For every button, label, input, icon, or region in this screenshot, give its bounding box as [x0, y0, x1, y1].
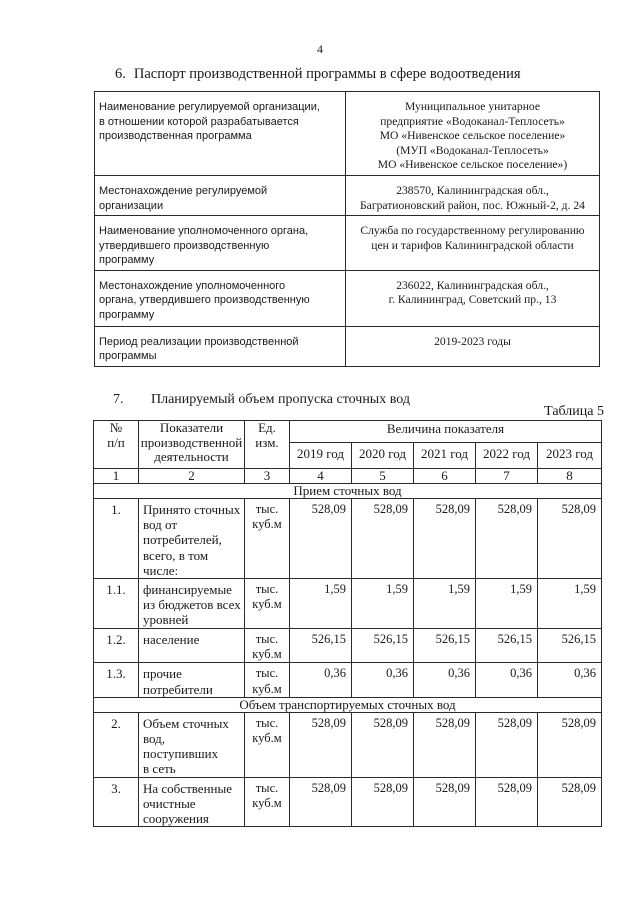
- row-value: 528,09: [538, 499, 602, 579]
- header-unit: [245, 421, 290, 469]
- row-value: 526,15: [414, 629, 476, 663]
- row-indicator: [139, 777, 245, 827]
- passport-value-line: Служба по государственному регулированию: [360, 224, 585, 237]
- passport-row: [95, 216, 600, 271]
- row-unit-line: тыс.: [255, 780, 279, 795]
- row-number: 1.2.: [94, 629, 139, 663]
- passport-value: [346, 176, 600, 216]
- row-value: 526,15: [476, 629, 538, 663]
- row-value: 528,09: [352, 712, 414, 777]
- row-indicator-line: прочие: [143, 666, 182, 682]
- header-year: 2021 год: [414, 443, 476, 469]
- section-7-heading: [113, 392, 410, 408]
- row-indicator: [139, 579, 245, 629]
- row-value: 526,15: [290, 629, 352, 663]
- row-unit: [245, 663, 290, 697]
- passport-value-line: цен и тарифов Калининградской области: [371, 238, 574, 252]
- passport-value-line: МО «Нивенское сельское поселение»): [377, 158, 568, 171]
- row-indicator-line: уровней: [143, 612, 189, 628]
- column-index: 7: [476, 469, 538, 484]
- row-unit: [245, 777, 290, 827]
- row-value: 528,09: [538, 712, 602, 777]
- row-number: 1.1.: [94, 579, 139, 629]
- passport-key-line: программы: [99, 350, 157, 362]
- header-indicator-line: Показатели: [159, 420, 224, 435]
- section-7-title: Планируемый объем пропуска сточных вод: [151, 392, 410, 407]
- table-caption: Таблица 5: [544, 404, 604, 419]
- row-number: 1.: [94, 499, 139, 579]
- row-indicator: [139, 629, 245, 663]
- header-value-group: Величина показателя: [290, 421, 602, 443]
- column-index: 3: [245, 469, 290, 484]
- column-index: 1: [94, 469, 139, 484]
- passport-key: [95, 176, 346, 216]
- row-value: 1,59: [352, 579, 414, 629]
- passport-key-line: Местонахождение уполномоченного: [99, 279, 286, 292]
- row-unit-line: куб.м: [252, 517, 282, 532]
- row-unit-line: тыс.: [255, 632, 279, 647]
- row-indicator-line: вод от: [143, 517, 178, 533]
- row-unit-line: куб.м: [252, 795, 282, 810]
- section-title-row: [94, 484, 602, 499]
- row-indicator-line: население: [143, 632, 200, 648]
- header-indicator: [139, 421, 245, 469]
- row-value: 528,09: [290, 499, 352, 579]
- table-row: [94, 712, 602, 777]
- passport-value-line: Муниципальное унитарное: [405, 100, 540, 113]
- header-indicator-line: деятельности: [154, 449, 229, 464]
- passport-key-line: органа, утвердившего производственную: [99, 294, 310, 306]
- row-unit: [245, 579, 290, 629]
- header-unit-line: изм.: [255, 434, 279, 450]
- row-indicator-line: вод, поступивших: [143, 731, 219, 762]
- passport-value: [346, 216, 600, 271]
- passport-key-line: Наименование регулируемой организации,: [99, 101, 320, 113]
- row-indicator-line: Принято сточных: [143, 502, 241, 517]
- passport-value: [346, 92, 600, 176]
- row-value: 528,09: [290, 712, 352, 777]
- passport-value-line: Багратионовский район, пос. Южный-2, д. 24: [360, 198, 585, 212]
- row-indicator: [139, 712, 245, 777]
- page-number: 4: [317, 42, 323, 56]
- table-row: [94, 629, 602, 663]
- row-value: 528,09: [414, 777, 476, 827]
- row-value: 0,36: [476, 663, 538, 697]
- column-index: 6: [414, 469, 476, 484]
- passport-key-line: производственная программа: [99, 130, 252, 142]
- row-value: 528,09: [414, 712, 476, 777]
- row-value: 0,36: [290, 663, 352, 697]
- row-value: 528,09: [476, 777, 538, 827]
- section-title: Прием сточных вод: [94, 484, 602, 499]
- passport-row: [95, 270, 600, 326]
- wastewater-volume-table: [93, 420, 602, 827]
- passport-key: [95, 216, 346, 271]
- column-index: 5: [352, 469, 414, 484]
- passport-key: [95, 92, 346, 176]
- passport-key-line: в отношении которой разрабатывается: [99, 115, 299, 128]
- row-indicator-line: финансируемые: [143, 582, 232, 598]
- passport-key-line: Наименование уполномоченного органа,: [99, 225, 309, 237]
- header-row-1: [94, 421, 602, 443]
- row-unit-line: тыс.: [255, 502, 279, 516]
- row-number: 1.3.: [94, 663, 139, 697]
- passport-value-line: МО «Нивенское сельское поселение»: [379, 129, 566, 142]
- row-unit-line: куб.м: [252, 647, 282, 662]
- header-unit-line: Ед.: [258, 420, 276, 435]
- table-row: [94, 499, 602, 579]
- row-unit-line: куб.м: [252, 597, 282, 612]
- header-year: 2020 год: [352, 443, 414, 469]
- passport-value: [346, 270, 600, 326]
- row-unit: [245, 499, 290, 579]
- table-row: [94, 777, 602, 827]
- column-index-row: [94, 469, 602, 484]
- row-value: 526,15: [352, 629, 414, 663]
- section-6-number: 6.: [115, 66, 126, 82]
- header-year: 2019 год: [290, 443, 352, 469]
- row-indicator-line: из бюджетов всех: [143, 597, 241, 613]
- row-value: 528,09: [414, 499, 476, 579]
- row-indicator-line: потребители: [143, 681, 213, 697]
- row-indicator: [139, 663, 245, 697]
- row-value: 0,36: [414, 663, 476, 697]
- row-unit-line: тыс.: [255, 666, 279, 681]
- column-index: 2: [139, 469, 245, 484]
- passport-key: [95, 270, 346, 326]
- row-value: 528,09: [476, 499, 538, 579]
- column-index: 4: [290, 469, 352, 484]
- row-value: 1,59: [290, 579, 352, 629]
- row-indicator-line: потребителей,: [143, 532, 222, 548]
- header-num-line: п/п: [107, 434, 125, 450]
- section-6-heading: [115, 66, 521, 83]
- section-6-title: Паспорт производственной программы в сфере водоотведения: [133, 66, 521, 82]
- header-indicator-line: производственной: [140, 434, 243, 450]
- column-index: 8: [538, 469, 602, 484]
- row-number: 3.: [94, 777, 139, 827]
- section-title-row: [94, 697, 602, 712]
- row-indicator-line: сооружения: [143, 811, 209, 827]
- row-value: 0,36: [538, 663, 602, 697]
- section-7-number: 7.: [113, 392, 124, 407]
- passport-key-line: организации: [99, 199, 164, 212]
- passport-value-line: (МУП «Водоканал-Теплосеть»: [396, 143, 549, 157]
- header-num: [94, 421, 139, 469]
- header-year: 2023 год: [538, 443, 602, 469]
- header-num-line: №: [109, 420, 123, 435]
- row-value: 1,59: [538, 579, 602, 629]
- passport-value-line: 236022, Калининградская обл.,: [396, 278, 549, 292]
- row-indicator-line: очистные: [143, 795, 196, 811]
- row-value: 528,09: [352, 499, 414, 579]
- row-unit-line: тыс.: [255, 582, 279, 597]
- passport-value-line: г. Калининград, Советский пр., 13: [388, 293, 557, 306]
- row-indicator-line: числе:: [143, 562, 179, 578]
- row-indicator-line: всего, в том: [143, 547, 209, 563]
- passport-row: [95, 92, 600, 176]
- passport-row: [95, 326, 600, 366]
- row-unit-line: куб.м: [252, 681, 282, 696]
- row-value: 526,15: [538, 629, 602, 663]
- row-unit: [245, 712, 290, 777]
- row-value: 528,09: [476, 712, 538, 777]
- table-row: [94, 663, 602, 697]
- passport-table: [94, 91, 600, 367]
- row-indicator-line: На собственные: [143, 780, 232, 796]
- row-value: 528,09: [538, 777, 602, 827]
- passport-key: [95, 326, 346, 366]
- header-year: 2022 год: [476, 443, 538, 469]
- passport-row: [95, 176, 600, 216]
- passport-value: [346, 326, 600, 366]
- row-value: 528,09: [290, 777, 352, 827]
- passport-key-line: Местонахождение регулируемой: [99, 185, 268, 197]
- row-unit-line: куб.м: [252, 731, 282, 746]
- row-number: 2.: [94, 712, 139, 777]
- passport-value-line: 238570, Калининградская обл.,: [396, 184, 549, 197]
- row-value: 1,59: [476, 579, 538, 629]
- row-indicator-line: в сеть: [143, 761, 176, 777]
- passport-key-line: программу: [99, 254, 155, 266]
- passport-key-line: утвердившего производственную: [99, 239, 270, 252]
- section-title: Объем транспортируемых сточных вод: [94, 697, 602, 712]
- row-value: 528,09: [352, 777, 414, 827]
- row-value: 1,59: [414, 579, 476, 629]
- row-unit: [245, 629, 290, 663]
- row-indicator: [139, 499, 245, 579]
- passport-value-line: предприятие «Водоканал-Теплосеть»: [380, 114, 565, 128]
- passport-key-line: Период реализации производственной: [99, 335, 299, 348]
- table-row: [94, 579, 602, 629]
- row-value: 0,36: [352, 663, 414, 697]
- row-unit-line: тыс.: [255, 715, 279, 730]
- passport-key-line: программу: [99, 308, 155, 321]
- passport-value-line: 2019-2023 годы: [434, 334, 511, 348]
- row-indicator-line: Объем сточных: [143, 715, 229, 731]
